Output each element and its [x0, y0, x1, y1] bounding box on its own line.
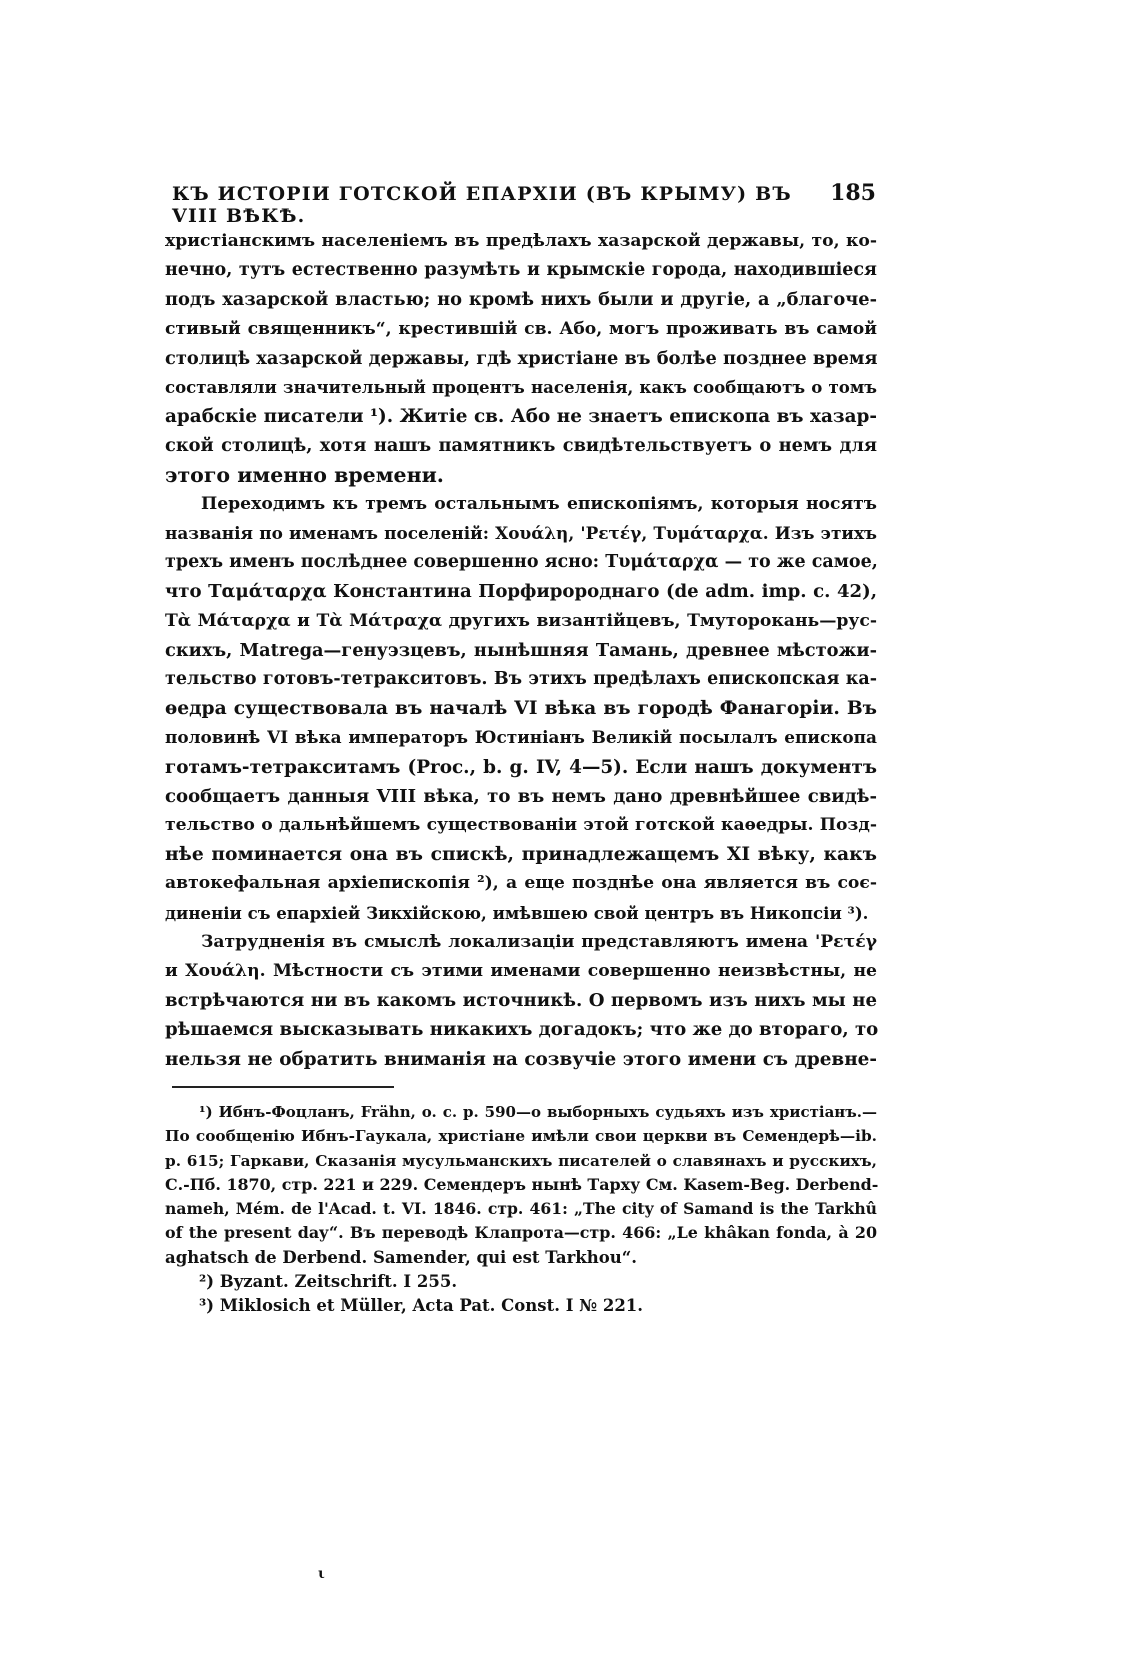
text-line: трехъ именъ послѣднее совершенно ясно: Τυμάταρχα — то же самое, — [165, 552, 878, 573]
text-line: сообщаетъ данныя VIII вѣка, то въ немъ дано древнѣйшее свидѣ- — [165, 785, 877, 807]
text-line: половинѣ VI вѣка императоръ Юстиніанъ Великій посылалъ епископа — [165, 727, 877, 748]
text-line: тельство о дальнѣйшемъ существованіи этой готской каѳедры. Позд- — [165, 815, 877, 836]
text-line: встрѣчаются ни въ какомъ источникѣ. О первомъ изъ нихъ мы не — [165, 990, 877, 1012]
text-line: тельство готовъ-тетракситовъ. Въ этихъ предѣлахъ епископская ка- — [165, 669, 877, 690]
text-line: что Ταμάταρχα Константина Порфиророднаго (de adm. imp. c. 42), — [165, 581, 877, 603]
text-line: арабскіе писатели ¹). Житіе св. Або не знаетъ епископа въ хазар- — [165, 406, 877, 428]
footnote-divider — [172, 1086, 394, 1088]
footnote-line: ³) Miklosich et Müller, Acta Pat. Const. I № 221. — [199, 1296, 644, 1316]
text-line: этого именно времени. — [165, 462, 444, 487]
footnote-line: С.-Пб. 1870, стр. 221 и 229. Семендеръ нынѣ Тарху См. Kasem-Beg. Derbend- — [165, 1174, 879, 1194]
page-header — [172, 180, 876, 227]
text-line: автокефальная архіепископія ²), а еще позднѣе она является въ соє- — [165, 873, 877, 894]
text-line: Переходимъ къ тремъ остальнымъ епископіямъ, которыя носятъ — [201, 493, 877, 514]
running-title: КЪ ИСТОРІИ ГОТСКОЙ ЕПАРХІИ (ВЪ КРЫМУ) ВЪ VIII ВѢКѢ. — [172, 183, 792, 227]
footnote-line: aghatsch de Derbend. Samender, qui est Tarkhou“. — [165, 1247, 637, 1267]
footnote-line: nameh, Mém. de l'Acad. t. VI. 1846. стр. 461: „The city of Samand is the Tarkhû — [165, 1199, 877, 1219]
footnotes — [165, 1100, 877, 1319]
text-line: нѣе поминается она въ спискѣ, принадлежащемъ XI вѣку, какъ — [165, 843, 877, 866]
text-line: ѳедра существовала въ началѣ VI вѣка въ городѣ Фанагоріи. Въ — [165, 697, 877, 720]
text-line: стивый священникъ“, крестившій св. Або, могъ проживать въ самой — [165, 318, 877, 339]
text-line: диненіи съ епархіей Зикхійскою, имѣвшею свой центръ въ Никопсіи ³). — [165, 902, 869, 923]
text-line: нельзя не обратить вниманія на созвучіе этого имени съ древне- — [165, 1048, 877, 1070]
footnote-line: of the present day“. Въ переводѣ Клапрота—стр. 466: „Le khâkan fonda, à 20 — [165, 1223, 877, 1243]
text-line: нечно, тутъ естественно разумѣть и крымскіе города, находившіеся — [165, 260, 877, 281]
footnote-line: ²) Byzant. Zeitschrift. I 255. — [199, 1272, 458, 1292]
text-line: Затрудненія въ смыслѣ локализаціи представляютъ имена 'Ρετέγ — [201, 931, 877, 952]
text-line: рѣшаемся высказывать никакихъ догадокъ; что же до втораго, то — [165, 1019, 879, 1041]
text-line: подъ хазарской властью; но кромѣ нихъ были и другіе, а „благоче- — [165, 289, 877, 311]
text-line: христіанскимъ населеніемъ въ предѣлахъ хазарской державы, то, ко- — [165, 231, 877, 251]
text-line: ской столицѣ, хотя нашъ памятникъ свидѣтельствуетъ о немъ для — [165, 435, 877, 457]
text-line: и Χουάλη. Мѣстности съ этими именами совершенно неизвѣстны, не — [165, 961, 877, 982]
text-line: столицѣ хазарской державы, гдѣ христіане въ болѣе позднее время — [165, 347, 878, 369]
footnote-line: По сообщенію Ибнъ-Гаукала, христіане имѣли свои церкви въ Семендерѣ—ib. — [165, 1127, 877, 1146]
page-number: 185 — [830, 180, 876, 206]
text-line: готамъ-тетракситамъ (Proc., b. g. IV, 4—5). Если нашъ документъ — [165, 756, 877, 778]
text-line: названія по именамъ поселеній: Χουάλη, 'Ρετέγ, Τυμάταρχα. Изъ этихъ — [165, 523, 877, 544]
text-line: скихъ, Matrega—генуэзцевъ, нынѣшняя Тамань, древнее мѣстожи- — [165, 639, 877, 661]
footnote-line: ¹) Ибнъ-Фоцланъ, Frähn, o. c. p. 590—о выборныхъ судьяхъ изъ христіанъ.— — [199, 1103, 877, 1121]
footnote-line: p. 615; Гаркави, Сказанія мусульманскихъ писателей о славянахъ и русскихъ, — [165, 1151, 877, 1170]
text-line: Τὰ Μάταρχα и Τὰ Μάτραχα другихъ византійцевъ, Тмуторокань—рус- — [165, 610, 877, 631]
text-line: составляли значительный процентъ населенія, какъ сообщаютъ о томъ — [165, 377, 877, 398]
scan-speck: ι — [318, 1566, 325, 1582]
main-text — [165, 227, 877, 1074]
